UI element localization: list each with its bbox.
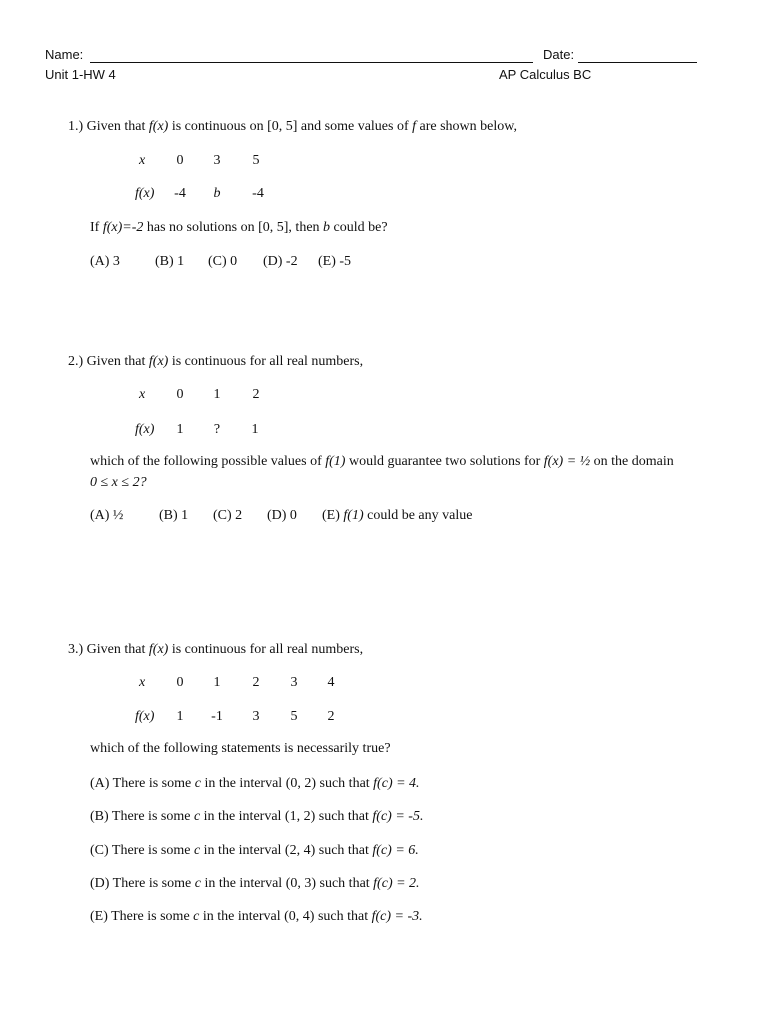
question-3-prompt: which of the following statements is necessarily true? [90,741,391,756]
table-cell: -4 [174,186,186,201]
table-cell: 3 [213,153,221,168]
table-cell: 1 [213,387,221,402]
table-fx-label: f(x) [135,709,155,724]
table-cell: 2 [252,387,260,402]
table-cell: 1 [176,709,184,724]
table-cell: 1 [176,422,184,437]
choice-c[interactable]: (C) 2 [213,508,243,523]
choice-a[interactable]: (A) ½ [90,508,124,523]
choice-b[interactable]: (B) 1 [159,508,189,523]
date-line[interactable] [578,62,697,63]
choice-d[interactable]: (D) 0 [267,508,297,523]
table-cell: 4 [327,675,335,690]
table-cell: 0 [176,675,184,690]
question-2-stem: 2.) Given that f(x) is continuous for all real numbers, [68,354,364,369]
course-label: AP Calculus BC [499,67,592,82]
choice-a[interactable]: (A) 3 [90,254,120,269]
name-line[interactable] [90,62,533,63]
choice-a[interactable]: (A) There is some c in the interval (0, 2) such that f(c) = 4. [90,776,420,791]
choice-c[interactable]: (C) 0 [208,254,238,269]
date-label: Date: [543,47,575,62]
table-fx-label: f(x) [135,186,155,201]
table-cell: 2 [327,709,335,724]
table-cell: 3 [290,675,298,690]
table-cell: b [213,186,221,201]
question-2-text: which of the following possible values of f(1) would guarantee two solutions for f(x) = ½ on the domain [90,454,674,469]
question-1-stem: 1.) Given that f(x) is continuous on [0, 5] and some values of f are shown below, [68,119,517,134]
table-cell: 1 [213,675,221,690]
question-2-domain: 0 ≤ x ≤ 2? [90,475,147,490]
table-x-label: x [139,153,146,168]
unit-label: Unit 1-HW 4 [45,67,116,82]
table-fx-label: f(x) [135,422,155,437]
table-cell: 1 [251,422,259,437]
table-cell: 5 [290,709,298,724]
choice-c[interactable]: (C) There is some c in the interval (2, 4) such that f(c) = 6. [90,843,419,858]
table-cell: -1 [211,709,223,724]
question-number: 1.) [68,119,84,134]
choice-e[interactable]: (E) -5 [318,254,352,269]
table-cell: 0 [176,387,184,402]
question-1-condition: If f(x)=-2 has no solutions on [0, 5], then b could be? [90,220,388,235]
choice-d[interactable]: (D) There is some c in the interval (0, 3) such that f(c) = 2. [90,876,420,891]
choice-e[interactable]: (E) There is some c in the interval (0, 4) such that f(c) = -3. [90,909,423,924]
table-cell: 3 [252,709,260,724]
table-cell: 2 [252,675,260,690]
table-x-label: x [139,675,146,690]
question-3-stem: 3.) Given that f(x) is continuous for all real numbers, [68,642,364,657]
question-number: 3.) [68,642,84,657]
choice-b[interactable]: (B) 1 [155,254,185,269]
choice-d[interactable]: (D) -2 [263,254,298,269]
table-cell: ? [213,422,221,437]
question-number: 2.) [68,354,84,369]
choice-b[interactable]: (B) There is some c in the interval (1, 2) such that f(c) = -5. [90,809,424,824]
table-x-label: x [139,387,146,402]
table-cell: 0 [176,153,184,168]
table-cell: -4 [252,186,264,201]
name-label: Name: [45,47,84,62]
table-cell: 5 [252,153,260,168]
choice-e[interactable]: (E) f(1) could be any value [322,508,473,523]
